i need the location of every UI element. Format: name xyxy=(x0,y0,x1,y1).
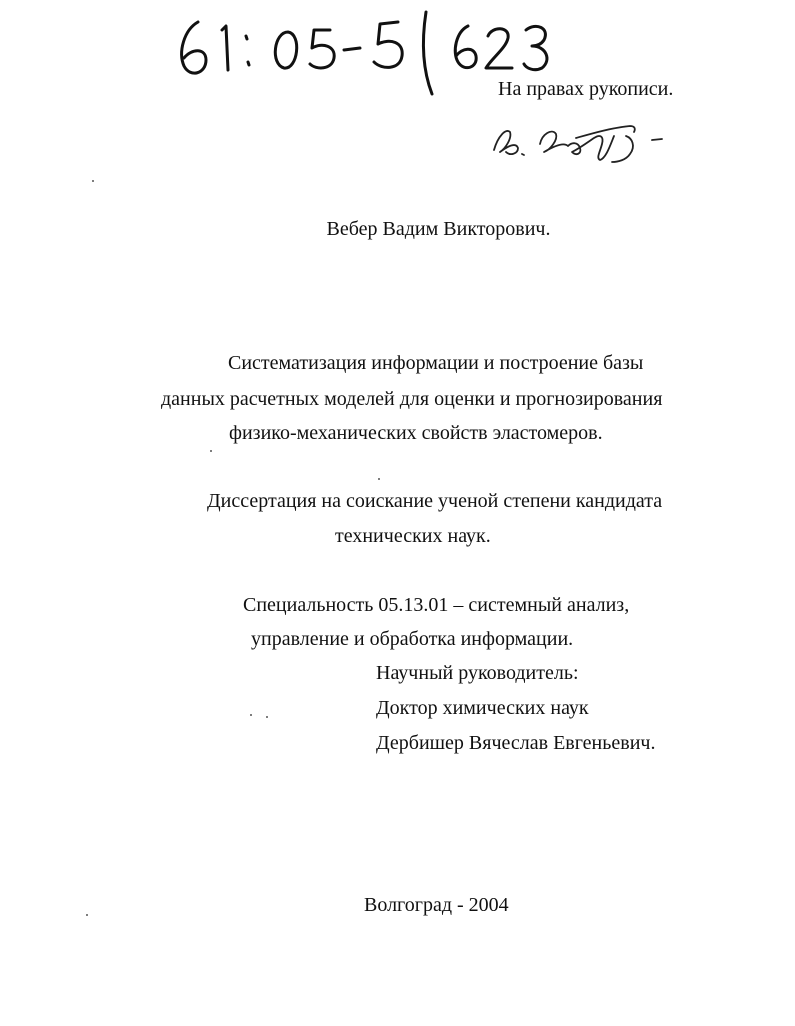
handwritten-signature xyxy=(480,112,680,172)
degree-line-1: Диссертация на соискание ученой степени кандидата xyxy=(207,490,663,512)
scan-speck xyxy=(86,914,88,916)
scan-speck xyxy=(210,450,212,452)
city-year: Волгоград - 2004 xyxy=(364,894,509,916)
scan-speck xyxy=(250,714,252,716)
supervisor-name: Дербишер Вячеслав Евгеньевич. xyxy=(376,732,656,754)
supervisor-label: Научный руководитель: xyxy=(376,662,579,684)
title-line-1: Систематизация информации и построение базы xyxy=(228,352,644,374)
title-line-3: физико-механических свойств эластомеров. xyxy=(229,422,603,444)
handwritten-signature-drawing xyxy=(480,112,680,172)
author-name: Вебер Вадим Викторович. xyxy=(326,218,551,240)
scan-speck xyxy=(92,180,94,182)
specialty-line-2: управление и обработка информации. xyxy=(251,628,574,650)
title-line-2: данных расчетных моделей для оценки и прогнозирования xyxy=(161,388,663,410)
supervisor-degree: Доктор химических наук xyxy=(376,697,589,719)
scan-speck xyxy=(378,478,380,480)
scan-speck xyxy=(266,716,268,718)
degree-line-2: технических наук. xyxy=(335,525,491,547)
specialty-line-1: Специальность 05.13.01 – системный анализ, xyxy=(243,594,630,616)
rights-notice: На правах рукописи. xyxy=(498,78,674,100)
